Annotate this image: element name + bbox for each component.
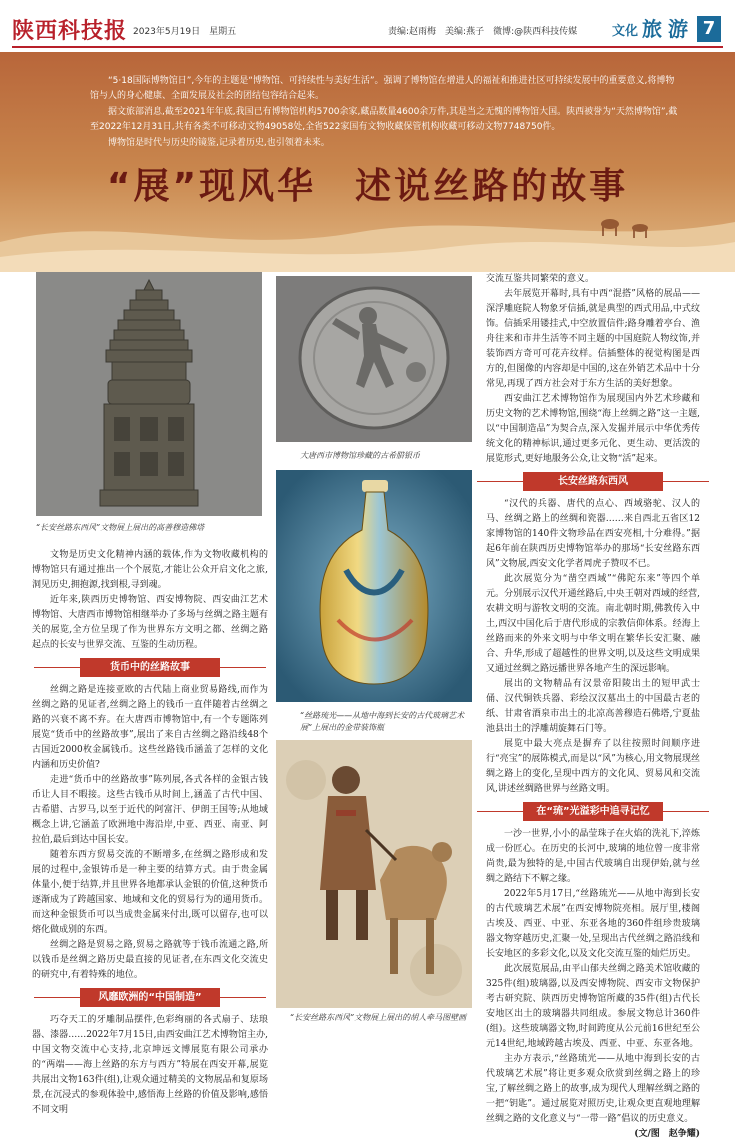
dune-illustration <box>0 202 735 272</box>
mural-caption: “长安丝路东西风”文物展上展出的胡人牵马图壁画 <box>290 1013 467 1022</box>
body-paragraph: 一沙一世界,小小的晶莹珠子在火焰的洗礼下,淬炼成一份匠心。在历史的长河中,玻璃的地位曾一度非常尚贵,最为独特的是,中国古代玻璃自出现伊始,就与丝绸之路结下不解之缘。 <box>486 829 700 884</box>
section-label-big: 旅游 <box>642 17 694 41</box>
intro-paragraph: 据文旅部消息,截至2021年年底,我国已有博物馆机构5700余家,藏品数量4600余万件,其是当之无愧的博物馆大国。陕西被誉为“天然博物馆”,截至2022年12月31日,共有各类不可移动文物49058处,全省522家国有文物收藏保管机构收藏可移动文物7748750件。 <box>90 107 678 132</box>
body-paragraph: 2022年5月17日,“丝路琉光——从地中海到长安的古代玻璃艺术展”在西安博物院亮相。展厅里,楼阁古埃及、西亚、中亚、东亚各地的360件组珍贵玻璃器文物穿越历史,汇聚一处,呈现出古代丝绸之路沿线和长安地区的多彩文化,以及文化交流互鉴的灿烂历史。 <box>486 889 700 959</box>
body-paragraph: 巧夺天工的牙雕制品摆件,色彩绚丽的各式扇子、珐琅器、漆器……2022年7月15日,由西安曲江艺术博物馆主办,中国文物交流中心支持,北京坤远文博展览有限公司承办的“两端——海上丝路的东方与西方”特展在西安开幕,展览共展出文物163件(组),让观众通过精美的文物展品和复原场景,在沉浸式的参观体验中,感悟海上丝路的价值及影响,感悟不同文明 <box>32 1015 268 1115</box>
masthead-rule <box>12 46 723 48</box>
body-paragraph: 去年展览开幕时,具有中西“混搭”风格的展品——深浮雕庭院人物象牙信插,就是典型的西式用品,中式纹饰。信插采用镂挂式,中空放置信件;路身雕着亭台、渔舟往来和市井生活等不同主题的中国庭院人物纹饰,并装饰西方奇可可花卉纹样。信插整体的视觉构图是西方的,但图像的内容却是中国的,这在外销艺术品中十分常见,再现了西方社会对于东方生活的美好想象。 <box>486 289 700 389</box>
headline: “展”现风华 述说丝路的故事 <box>106 166 629 207</box>
coin-image <box>276 276 472 442</box>
body-paragraph: 主办方表示,“丝路琉光——从地中海到长安的古代玻璃艺术展”将让更多观众欣赏到丝绸之路上的珍宝,了解丝绸之路上的故事,成为现代人理解丝绸之路的一把“钥匙”。通过展览对照历史,让观众更直观地理解丝绸之路的文化意义与“一带一路”倡议的历史意义。 <box>486 1054 700 1124</box>
issue-date: 2023年5月19日 星期五 <box>133 27 237 37</box>
body-paragraph: 交流互鉴共同繁荣的意义。 <box>486 274 595 284</box>
newspaper-logo: 陕西科技报 <box>12 18 128 44</box>
masthead <box>0 0 735 50</box>
subheading-currency: 货币中的丝路故事 <box>80 658 220 677</box>
mural-image <box>276 740 472 1008</box>
subheading-glass: 在“琉”光溢彩中追寻记忆 <box>523 802 663 821</box>
intro-block <box>90 74 680 152</box>
body-paragraph: 此次展览展品,由平山郁夫丝绸之路美术馆收藏的325件(组)玻璃器,以及西安博物院、西安市文物保护考古研究院、陕西历史博物馆所藏的35件(组)古代长安地区出土的玻璃器共同组成。参展文物总计360件(组)。这些玻璃器文物,时间跨度从公元前16世纪至公元14世纪,地域跨越古埃及、西亚、中亚、东亚各地。 <box>486 964 700 1049</box>
body-paragraph: “汉代的兵器、唐代的点心、西域骆驼、汉人的马、丝绸之路上的丝绸和瓷器……来自西北五省区12家博物馆的140件文物珍品在西安亮相,十分难得。”据起6年前在陕西历史博物馆举办的那场“长安丝路东西风”文物展,西安文化学者周虎子赞叹不已。 <box>486 499 700 569</box>
page-number: 7 <box>697 16 721 42</box>
glass-vessel-image <box>276 470 472 702</box>
subheading-made-in-china: 风靡欧洲的“中国制造” <box>80 988 220 1007</box>
glass-vessel-photo <box>276 470 472 702</box>
body-paragraph: 丝绸之路是贸易之路,贸易之路就等于钱币流通之路,所以钱币是丝绸之路历史最直接的见证者,在东西文化交流史的研究中,有着特殊的地位。 <box>32 940 268 980</box>
body-paragraph: 展览中最大亮点是摒弃了以往按照时间顺序进行“亮宝”的展陈模式,而是以“风”为核心,用文物展现丝绸之路上的变化,呈现中西方的文化风、贸易风和交流风,讲述丝绸路世界与丝路文明。 <box>486 739 700 794</box>
body-paragraph: 近年来,陕西历史博物馆、西安博物院、西安曲江艺术博物馆、大唐西市博物馆相继举办了多场与丝绸之路主题有关的展览,全方位呈现了作为世界东方文明之都、丝绸之路起点的长安与世界交流、互鉴的生动历程。 <box>32 595 268 650</box>
body-paragraph: 文物是历史文化精神内涵的载体,作为文物收藏机构的博物馆只有通过推出一个个展览,才能让公众开启文化之旅,洞见历史,拥抱源,找到根,寻到魂。 <box>32 550 268 590</box>
coin-photo <box>276 276 472 442</box>
editor-credits: 责编:赵雨梅 美编:燕子 微博:@陕西科技传媒 <box>388 27 578 37</box>
coin-caption: 大唐西市博物馆珍藏的古希腊银币 <box>300 451 420 460</box>
body-paragraph: 展出的文物精品有汉景帝阳陵出土的短甲武士俑、汉代铜铁兵器、彩绘汉汉墓出土的中国最古老的纸、甘肃省酒泉市出土的北凉高善穆造石佛塔,宁夏盐池县出土的浮雕胡旋舞石门等。 <box>486 679 700 734</box>
glass-vessel-caption: “丝路琉光——从地中海到长安的古代玻璃艺术展”上展出的金带装饰瓶 <box>300 711 465 732</box>
left-column <box>32 548 268 1118</box>
section-label-small: 文化 <box>612 24 639 39</box>
intro-paragraph: 博物馆是时代与历史的镜鉴,记录着历史,也引领着未来。 <box>108 138 330 148</box>
body-paragraph: 此次展览分为“凿空西域”“佛陀东来”等四个单元。分别展示汉代开通丝路后,中央王朝对西域的经营,农耕文明与游牧文明的交流。南北朝时期,佛教传入中土,西汉中国化后于唐代形成的宗教信仰体系。经海上丝路而来的外来文明与中华文明在繁华长安汇聚、融合、升华,形成了超越性的世界文明,以及这些文明成果又通过丝绸之路远播世界各地产生的深远影响。 <box>486 574 700 674</box>
intro-paragraph: “5·18国际博物馆日”,今年的主题是“博物馆、可持续性与美好生活”。强调了博物馆在增进人的福祉和推进社区可持续发展中的重要意义,将博物馆与人的身心健康、全面发展及社会的团结包容结合起来。 <box>90 76 675 101</box>
right-column <box>486 272 700 1142</box>
mural-photo <box>276 740 472 1008</box>
pagoda-photo <box>36 272 262 516</box>
body-paragraph: 西安曲江艺术博物馆作为展现国内外艺术珍藏和历史文物的艺术博物馆,围绕“海上丝绸之路”这一主题,以“中国制造品”为契合点,深入发掘并展示中华优秀传统文化的精神标识,通过更多元化、更生动、更活泼的展览形式,更好地服务公众,让文物“活”起来。 <box>486 394 700 464</box>
pagoda-caption: “长安丝路东西风”文物展上展出的高善穆造佛塔 <box>36 523 205 532</box>
subheading-changan-silk-road: 长安丝路东西风 <box>523 472 663 491</box>
pagoda-image <box>36 272 262 516</box>
body-paragraph: 丝绸之路是连接亚欧的古代陆上商业贸易路线,而作为丝绸之路的见证者,丝绸之路上的钱币一直伴随着古丝绸之路的兴衰不离不弃。在大唐西市博物馆中,有一个专题陈列展览“货币中的丝路故事”,展出了来自古丝绸之路沿线48个古国近2000枚金属钱币。这些丝路钱币涵盖了怎样的文化内涵和历史价值? <box>32 685 268 770</box>
byline: (文/图 赵争耀) <box>634 1129 700 1139</box>
body-paragraph: 走进“货币中的丝路故事”陈列展,各式各样的金银古钱币让人目不暇接。这些古钱币从时间上,涵盖了古代中国、古希腊、古罗马,以至于近代的阿富汗、伊朗王国等;从地域概念上讲,它涵盖了欧洲地中海沿岸,中亚、西亚、南亚、阿拉伯,最后到达中国长安。 <box>32 775 268 845</box>
body-paragraph: 随着东西方贸易交流的不断增多,在丝绸之路形成和发展的过程中,金银铸币是一种主要的结算方式。由于贵金属体量小,便于结算,并且世界各地都承认金银的价值,这种货币逐渐成为了跨越国家、地域和文化的贸易行为的通用货币。而这种金银货币可以当成贵金属来付出,既可以留存,也可以熔化做成别的东西。 <box>32 850 268 935</box>
